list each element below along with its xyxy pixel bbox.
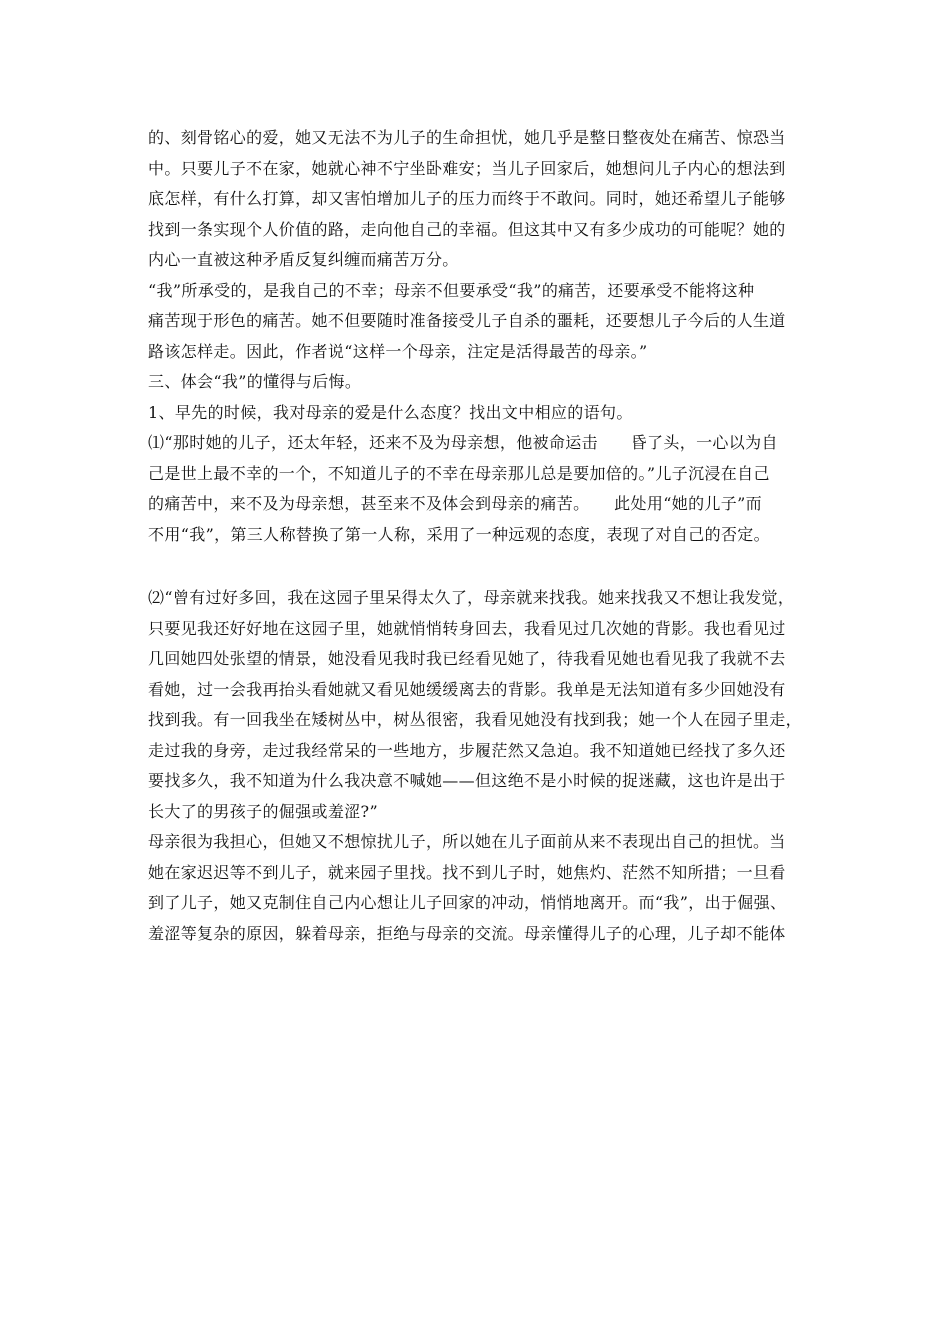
text-line: 母亲很为我担心，但她又不想惊扰儿子，所以她在儿子面前从来不表现出自己的担忧。当: [148, 832, 786, 851]
paragraph-mother-worry: [148, 123, 808, 276]
text-line: 羞涩等复杂的原因，躲着母亲，拒绝与母亲的交流。母亲懂得儿子的心理，儿子却不能体: [148, 923, 786, 943]
paragraph-mother-suffering: [148, 276, 808, 368]
text-line: 只要见我还好好地在这园子里，她就悄悄转身回去，我看见过几次她的背影。我也看见过: [148, 618, 786, 638]
text-line: 几回她四处张望的情景，她没看见我时我已经看见她了，待我看见她也看见我了我就不去: [148, 649, 786, 668]
text-line: 她在家迟迟等不到儿子，就来园子里找。找不到儿子时，她焦灼、茫然不知所措；一旦看: [148, 862, 786, 882]
text-line: 长大了的男孩子的倔强或羞涩?”: [148, 801, 379, 821]
document-body: [148, 123, 808, 949]
text-line: 己是世上最不幸的一个，不知道儿子的不幸在母亲那儿总是要加倍的。”儿子沉浸在自己: [148, 463, 770, 483]
paragraph-analysis: [148, 827, 808, 949]
text-line: 内心一直被这种矛盾反复纠缠而痛苦万分。: [148, 250, 459, 269]
text-line: 到了儿子，她又克制住自己内心想让儿子回家的冲动，悄悄地离开。而“我”，出于倔强、: [148, 893, 787, 912]
text-line: 的、刻骨铭心的爱，她又无法不为儿子的生命担忧，她几乎是整日整夜处在痛苦、惊恐当: [148, 128, 786, 147]
paragraph-gap: [148, 550, 808, 583]
text-line: 找到一条实现个人价值的路，走向他自己的幸福。但这其中又有多少成功的可能呢？她的: [148, 219, 786, 239]
section-heading-three: [148, 367, 808, 398]
text-line: 不用“我”，第三人称替换了第一人称，采用了一种远观的态度，表现了对自己的否定。: [148, 524, 771, 544]
heading-text: 三、体会“我”的懂得与后悔。: [148, 372, 362, 391]
answer-item-one: [148, 428, 808, 550]
text-line: ⑴“那时她的儿子，还太年轻，还来不及为母亲想，他被命运击 昏了头，一心以为自: [148, 433, 778, 452]
text-line: 底怎样，有什么打算，却又害怕增加儿子的压力而终于不敢问。同时，她还希望儿子能够: [148, 189, 786, 208]
text-line: ⑵“曾有过好多回，我在这园子里呆得太久了，母亲就来找我。她来找我又不想让我发觉，: [148, 588, 795, 607]
text-line: 看她，过一会我再抬头看她就又看见她缓缓离去的背影。我单是无法知道有多少回她没有: [148, 679, 786, 699]
text-line: 中。只要儿子不在家，她就心神不宁坐卧难安；当儿子回家后，她想问儿子内心的想法到: [148, 158, 786, 178]
text-line: 痛苦现于形色的痛苦。她不但要随时准备接受儿子自杀的噩耗，还要想儿子今后的人生道: [148, 311, 786, 330]
question-text: 1、早先的时候，我对母亲的爱是什么态度？找出文中相应的语句。: [148, 402, 633, 422]
answer-item-two: [148, 583, 808, 827]
text-line: 要找多久，我不知道为什么我决意不喊她——但这绝不是小时候的捉迷藏，这也许是出于: [148, 771, 786, 790]
text-line: 的痛苦中，来不及为母亲想，甚至来不及体会到母亲的痛苦。 此处用“她的儿子”而: [148, 494, 763, 513]
text-line: 路该怎样走。因此，作者说“这样一个母亲，注定是活得最苦的母亲。”: [148, 341, 648, 361]
text-line: “我”所承受的，是我自己的不幸；母亲不但要承受“我”的痛苦，还要承受不能将这种: [148, 280, 755, 300]
text-line: 找到我。有一回我坐在矮树丛中，树丛很密，我看见她没有找到我；她一个人在园子里走，: [148, 710, 803, 729]
question-one: [148, 398, 808, 429]
text-line: 走过我的身旁，走过我经常呆的一些地方，步履茫然又急迫。我不知道她已经找了多久还: [148, 740, 786, 760]
